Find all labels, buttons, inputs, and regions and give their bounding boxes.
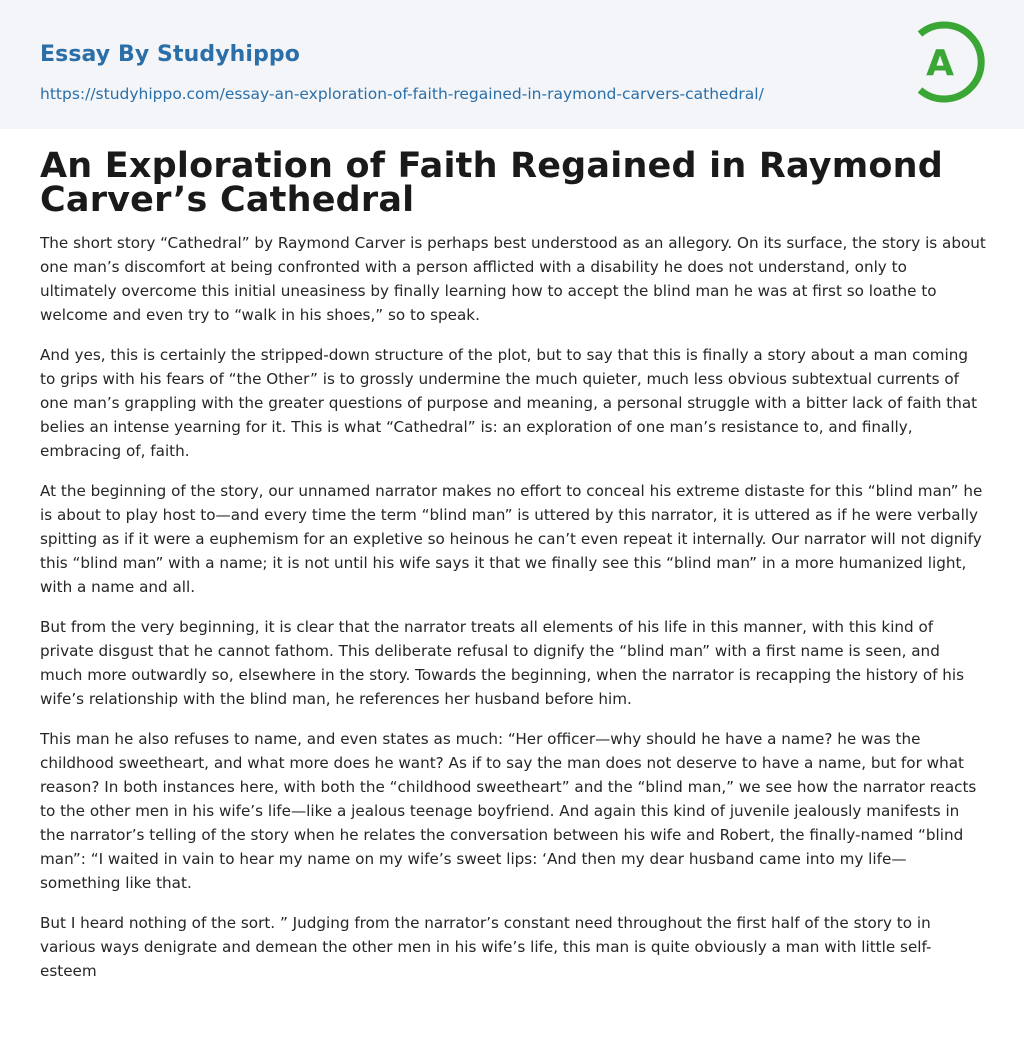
site-header: [0, 0, 1024, 129]
article-title: An Exploration of Faith Regained in Raymond Carver’s Cathedral: [40, 146, 944, 220]
article-paragraph: This man he also refuses to name, and even states as much: “Her officer—why should he have a name? he was the childhood sweetheart, and what more does he want? As if to say the man does not deserve to have a name, but for what reason? In both instances here, with both the “childhood sweetheart” and the “blind man,” we see how the narrator reacts to the other men in his wife’s life—like a jealous teenage boyfriend. And again this kind of juvenile jealously manifests in the narrator’s telling of the story when he relates the conversation between his wife and Robert, the finally-named “blind man”: “I waited in vain to hear my name on my wife’s sweet lips: ‘And then my dear husband came into my life—something like that.: [40, 730, 977, 892]
site-brand[interactable]: Essay By Studyhippo: [40, 42, 300, 67]
article-paragraph: And yes, this is certainly the stripped-down structure of the plot, but to say that this is finally a story about a man coming to grips with his fears of “the Other” is to grossly undermine the much quieter, much less obvious subtextual currents of one man’s grappling with the greater questions of purpose and meaning, a personal struggle with a bitter lack of faith that belies an intense yearning for it. This is what “Cathedral” is: an exploration of one man’s resistance to, and finally, embracing of, faith.: [40, 346, 978, 460]
article-body: [0, 146, 1024, 983]
article-paragraph: But from the very beginning, it is clear that the narrator treats all elements of his life in this manner, with this kind of private disgust that he cannot fathom. This deliberate refusal to dignify the “blind man” with a first name is seen, and much more outwardly so, elsewhere in the story. Towards the beginning, when the narrator is recapping the history of his wife’s relationship with the blind man, he references her husband before him.: [40, 618, 965, 708]
article-paragraph: The short story “Cathedral” by Raymond Carver is perhaps best understood as an allegory. On its surface, the story is about one man’s discomfort at being confronted with a person afflicted with a disability he does not understand, only to ultimately overcome this initial uneasiness by finally learning how to accept the blind man he was at first so loathe to welcome and even try to “walk in his shoes,” so to speak.: [40, 234, 986, 324]
article-paragraph: But I heard nothing of the sort. ” Judging from the narrator’s constant need throughout the first half of the story to in various ways denigrate and demean the other men in his wife’s life, this man is quite obviously a man with little self-esteem: [40, 914, 932, 980]
logo-letter: A: [926, 43, 954, 84]
article-paragraph: At the beginning of the story, our unnamed narrator makes no effort to conceal his extreme distaste for this “blind man” he is about to play host to—and every time the term “blind man” is uttered by this narrator, it is uttered as if he were verbally spitting as if it were a euphemism for an expletive so heinous he can’t even repeat it internally. Our narrator will not dignify this “blind man” with a name; it is not until his wife says it that we finally see this “blind man” in a more humanized light, with a name and all.: [40, 482, 983, 596]
source-url-link[interactable]: https://studyhippo.com/essay-an-exploration-of-faith-regained-in-raymond-carvers-cathedral/: [40, 85, 764, 103]
studyhippo-logo-icon[interactable]: [910, 18, 988, 106]
